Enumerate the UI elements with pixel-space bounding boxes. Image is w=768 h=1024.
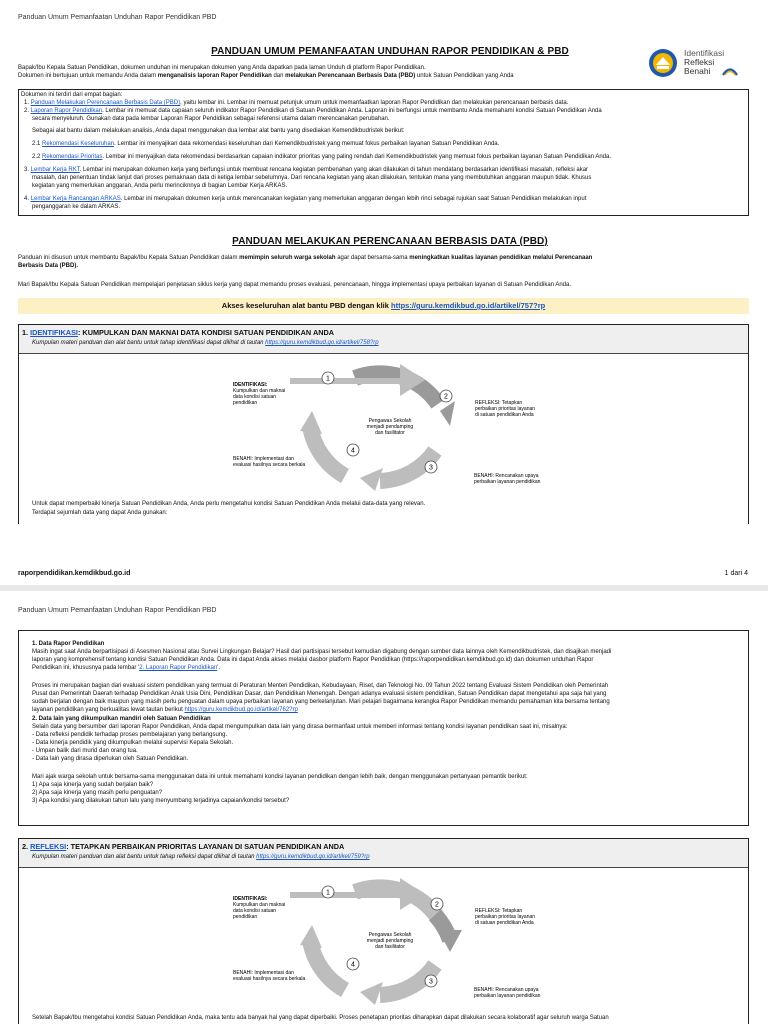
rapor-para-1c: Pendidikan ini, khususnya pada lembar '2. Laporan Rapor Pendidikan'. [32,665,221,671]
label-center-1: Pengawas Sekolah [368,418,412,424]
link-panduan-pbd[interactable]: Panduan Melakukan Perencanaan Berbasis Data (PBD) [30,100,181,106]
contents-item-1: 1. Panduan Melakukan Perencanaan Berbasis Data (PBD), yaitu lembar ini. Lembar ini memuat petunjuk umum untuk memanfaatkan laporan Rapor Pendidikan dan melakukan perencanaan berbasis data. [24,100,569,106]
pbd-cycle-diagram-2 [200,870,570,1010]
section-1-title: 1. IDENTIFIKASI: KUMPULKAN DAN MAKNAI DATA KONDISI SATUAN PENDIDIKAN ANDA [22,328,335,337]
akses-banner: Akses keseluruhan alat bantu PBD dengan klik https://guru.kemdikbud.go.id/artikel/757?rp [18,298,749,314]
document-title: PANDUAN UMUM PEMANFAATAN UNDUHAN RAPOR PENDIDIKAN & PBD [211,46,569,57]
label-center-b1: Pengawas Sekolah [368,932,412,938]
data-lain-bullet-4: - Data lain yang dirasa diperlukan oleh Satuan Pendidikan. [32,756,189,762]
step-2-number-2: 2 [435,901,439,909]
data-lain-bullet-3: - Umpan balik dari murid dan orang tua. [32,748,138,754]
footer-page-number: 1 dari 4 [724,570,748,577]
label-refleksi-b3: di satuan pendidikan Anda [475,920,534,926]
rapor-para-1b: laporan yang komprehensif tentang kondisi Satuan Pendidikan Anda. Data ini dapat Anda akses melalui dasbor platform Rapor Pendidikan (https://raporpendidikan.kemdikbud.go.id) dan dokumen unduhan Rapor [32,657,594,663]
step-1-number-2: 1 [326,889,330,897]
label-benahi-impl-b: BENAHI: Implementasi dan [233,970,294,976]
link-kerangka-rapor[interactable]: https://guru.kemdikbud.go.id/artikel/762?rp [184,707,298,713]
label-identifikasi-3: data kondisi satuan [233,394,277,400]
step-4-number-2: 4 [351,961,355,969]
intro-line-1: Bapak/Ibu Kepala Satuan Pendidikan, dokumen unduhan ini merupakan dokumen yang Anda dapatkan pada laman Unduh di platform Rapor Pendidikan. [18,65,426,71]
section-1-subtitle: Kumpulan materi panduan dan alat bantu untuk tahap identifikasi dapat dilihat di tautan https://guru.kemdikbud.go.id/artikel/758?rp [32,340,379,346]
label-benahi-impl-2: evaluasi hasilnya secara berkala [233,462,306,468]
step-1-number: 1 [326,375,330,383]
running-header: Panduan Umum Pemanfaatan Unduhan Rapor Pendidikan PBD [18,14,217,21]
label-identifikasi-b4: pendidikan [233,914,258,920]
step-2-number: 2 [444,393,448,401]
contents-item-3-cont2: kegiatan yang memerlukan anggaran, Anda perlu merinciknnya di bagian Lembar Kerja ARKAS. [32,183,288,189]
pbd-cycle-diagram-1 [200,356,570,496]
step-3-number-2: 3 [429,978,433,986]
label-center-b3: dan fasilitator [375,944,405,950]
label-center-b2: menjadi pendamping [366,938,414,944]
label-benahi-impl: BENAHI: Implementasi dan [233,456,294,462]
page-2 [0,591,768,1024]
subsection-data-lain-heading: 2. Data lain yang dikumpulkan mandiri oleh Satuan Pendidikan [32,716,211,722]
pbd-para-1-cont: Berbasis Data (PBD). [18,263,79,269]
rapor-para-2c: sudah berjalan dengan baik maupun yang masih perlu penguatan dalam upaya perbaikan layanan yang berkelanjutan. Mari pelajari bagaimana kerangka Rapor Pendidikan memandu pemahaman kita bersama tentang [32,699,610,705]
link-laporan-rapor-2[interactable]: 2. Laporan Rapor Pendidikan [139,665,218,671]
identifikasi-text-1: Untuk dapat memperbaiki kinerja Satuan Pendidikan Anda, Anda perlu mengetahui kondisi Satuan Pendidikan Anda melalui data-data yang relevan. [32,501,426,507]
intro-line-2: Dokumen ini bertujuan untuk memandu Anda dalam menganalisis laporan Rapor Pendidikan dan melakukan Perencanaan Berbasis Data (PBD) untuk Satuan Pendidikan yang Anda [18,73,514,79]
section-title-pbd: PANDUAN MELAKUKAN PERENCANAAN BERBASIS DATA (PBD) [232,236,548,247]
link-identifikasi[interactable]: IDENTIFIKASI [30,328,78,337]
footer-site: rapor​pendidikan.kemdikbud.go.id [18,570,131,577]
pbd-para-1: Panduan ini disusun untuk membantu Bapak/Ibu Kepala Satuan Pendidikan dalam memimpin seluruh warga sekolah agar dapat bersama-sama meningkatkan kualitas layanan pendidikan melalui Perencanaan [18,255,593,261]
link-laporan-rapor[interactable]: Laporan Rapor Pendidikan [30,108,103,114]
pemantik-q1: 1) Apa saja kinerja yang sudah berjalan baik? [32,782,154,788]
data-lain-bullet-2: - Data kinerja pendidik yang dikumpulkan melalui supervisi Kepala Sekolah. [32,740,234,746]
link-rekomendasi-keseluruhan[interactable]: Rekomendasi Keseluruhan [42,141,115,147]
contents-item-3-cont: masalah, dan penentuan tindak lanjut dari proses pemaknaan data di ketiga lembar sebelumnya. Dari rencana kegiatan yang akan dilakukan, tentukan mana yang membutuhkan anggaran maupun tidak. Khusus [32,175,592,181]
label-refleksi-3: di satuan pendidikan Anda [475,412,534,418]
rapor-para-2b: Pusat dan Pemerintah Daerah terhadap Pendidikan Anak Usia Dini, Pendidikan Dasar, dan Pendidikan Menengah. Dengan adanya evaluasi sistem pendidikan, Satuan Pendidikan dapat mengetahui apa saja hal yang [32,691,607,697]
pbd-para-2: Mari Bapak/Ibu Kepala Satuan Pendidikan mempelajari penjelasan siklus kerja yang dapat memandu proses evaluasi, perencanaan, hingga implementasi upaya perbaikan layanan di Satuan Pendidikan Anda. [18,282,572,288]
label-benahi-renc-2: perbaikan layanan pendidikan [474,479,541,485]
label-identifikasi-b: IDENTIFIKASI: [233,896,268,902]
link-materi-identifikasi[interactable]: https://guru.kemdikbud.go.id/artikel/758?rp [265,340,379,346]
label-identifikasi-4: pendidikan [233,400,258,406]
label-identifikasi-2: Kumpulkan dan maknai [233,388,286,394]
rapor-para-2a: Proses ini merupakan bagian dari evaluasi sistem pendidikan yang termuat di Peraturan Menteri Pendidikan, Kebudayaan, Riset, dan Teknologi No. 09 Tahun 2022 tentang Evaluasi Sistem Pendidikan oleh Pemerintah [32,683,609,689]
link-akses-alat-bantu[interactable]: https://guru.kemdikbud.go.id/artikel/757?rp [391,301,546,310]
logo [648,46,748,82]
contents-item-4-cont: penganggaran ke dalam ARKAS. [32,204,121,210]
rapor-para-2d: layanan pendidikan yang berkualitas lewat tautan berikut https://guru.kemdikbud.go.id/artikel/762?rp [32,707,298,713]
logo-word-1: Identifikasi [684,48,725,58]
label-refleksi: REFLEKSI: Tetapkan [475,400,523,406]
tools-intro: Sebagai alat bantu dalam melakukan analisis, Anda dapat menggunakan dua lembar alat bantu yang disediakan Kemendikbudristek berikut: [32,128,405,134]
data-lain-bullet-1: - Data refleksi pendidik terhadap proses pembelajaran yang berlangsung. [32,732,228,738]
rapor-para-1a: Masih ingat saat Anda berpartisipasi di Asesmen Nasional atau Survei Lingkungan Belajar? Hasil dari partisipasi tersebut kemudian digabung dengan sumber data lainnya oleh Kemendikbudristek, dan disajikan menjadi [32,649,612,655]
label-center-3: dan fasilitator [375,430,405,436]
section-2-title: 2. REFLEKSI: TETAPKAN PERBAIKAN PRIORITAS LAYANAN DI SATUAN PENDIDIKAN ANDA [22,842,345,851]
label-center-2: menjadi pendamping [366,424,414,430]
identifikasi-text-2: Terdapat sejumlah data yang dapat Anda gunakan: [32,510,168,516]
link-lembar-kerja-rkt[interactable]: Lembar Kerja RKT [30,167,80,173]
label-benahi-renc-b2: perbaikan layanan pendidikan [474,993,541,999]
contents-item-3: 3. Lembar Kerja RKT. Lembar ini merupakan dokumen kerja yang berfungsi untuk membuat rencana kegiatan pembenahan yang akan dilakukan di tahun mendatang berdasarkan identifikasi masalah, refleksi akar [24,167,589,173]
tool-item-1: 2.1 Rekomendasi Keseluruhan. Lembar ini menyajikan data rekomendasi keseluruhan dari Kemendikbudristek yang memuat fokus perbaikan layanan Satuan Pendidikan Anda. [32,141,500,147]
logo-swoosh-icon [722,66,738,76]
label-benahi-renc: BENAHI: Rencanakan upaya [474,473,539,479]
contents-intro: Dokumen ini terdiri dari empat bagian: [21,92,123,98]
contents-item-2: 2. Laporan Rapor Pendidikan. Lembar ini memuat data capaian seluruh indikator Rapor Pendidikan di Satuan Pendidikan Anda. Laporan ini berfungsi untuk membantu Anda memahami kondisi Satuan Pendidikan Anda [24,108,602,114]
refleksi-text-1: Setelah Bapak/Ibu mengetahui kondisi Satuan Pendidikan Anda, maka tentu ada banyak hal yang dapat diperbaiki. Proses penetapan prioritas diharapkan dapat dilakukan secara kolaboratif agar seluruh warga Satuan [32,1015,609,1021]
contents-item-2-cont: secara menyeluruh. Gunakan data pada lembar Laporan Rapor Pendidikan sebagai referensi utama dalam merencanakan perubahan. [32,116,390,122]
link-rekomendasi-prioritas[interactable]: Rekomendasi Prioritas [42,154,103,160]
tool-item-2: 2.2 Rekomendasi Prioritas. Lembar ini menyajikan data rekomendasi berdasarkan capaian indikator prioritas yang paling rendah dari Kemendikbudristek yang memuat fokus perbaikan layanan Satuan Pendidikan Anda. [32,154,612,160]
logo-word-2: Refleksi [684,57,715,67]
link-rancangan-arkas[interactable]: Lembar Kerja Rancangan ARKAS [30,196,121,202]
label-refleksi-b: REFLEKSI: Tetapkan [475,908,523,914]
ministry-emblem-icon [648,48,678,78]
pemantik-q3: 3) Apa kondisi yang dilakukan tahun lalu yang menyumbang terjadinya capaian/kondisi tersebut? [32,798,290,804]
step-3-number: 3 [429,464,433,472]
link-materi-refleksi[interactable]: https://guru.kemdikbud.go.id/artikel/759?rp [256,854,370,860]
label-identifikasi-b3: data kondisi satuan [233,908,277,914]
data-lain-para: Selain data yang bersumber dari laporan Rapor Pendidikan, Anda dapat mengumpulkan data lain yang dirasa bermanfaat untuk memberi informasi tentang kondisi layanan pendidikan saat ini, misalnya: [32,724,568,730]
link-refleksi[interactable]: REFLEKSI [30,842,67,851]
logo-word-3: Benahi [684,66,711,76]
label-benahi-impl-b2: evaluasi hasilnya secara berkala [233,976,306,982]
label-benahi-renc-b: BENAHI: Rencanakan upaya [474,987,539,993]
subsection-rapor-heading: 1. Data Rapor Pendidikan [32,641,105,647]
label-refleksi-b2: perbaikan prioritas layanan [475,914,536,920]
label-refleksi-2: perbaikan prioritas layanan [475,406,536,412]
running-header-2: Panduan Umum Pemanfaatan Unduhan Rapor Pendidikan PBD [18,607,217,614]
pemantik-q2: 2) Apa saja kinerja yang masih perlu penguatan? [32,790,163,796]
label-identifikasi: IDENTIFIKASI: [233,382,268,388]
contents-item-4: 4. Lembar Kerja Rancangan ARKAS. Lembar ini merupakan dokumen kerja untuk merencanakan kegiatan yang memerlukan anggaran dengan lebih rinci sebagai rujukan saat Satuan Pendidikan melakukan input [24,196,587,202]
step-4-number: 4 [351,447,355,455]
section-2-subtitle: Kumpulan materi panduan dan alat bantu untuk tahap refleksi dapat dilihat di tautan https://guru.kemdikbud.go.id/artikel/759?rp [32,854,370,860]
pemantik-intro: Mari ajak warga sekolah untuk bersama-sama menggunakan data ini untuk memahami kondisi layanan pendidikan dengan lebih baik, dengan menggunakan pertanyaan pemantik berikut: [32,774,528,780]
label-identifikasi-b2: Kumpulkan dan maknai [233,902,286,908]
